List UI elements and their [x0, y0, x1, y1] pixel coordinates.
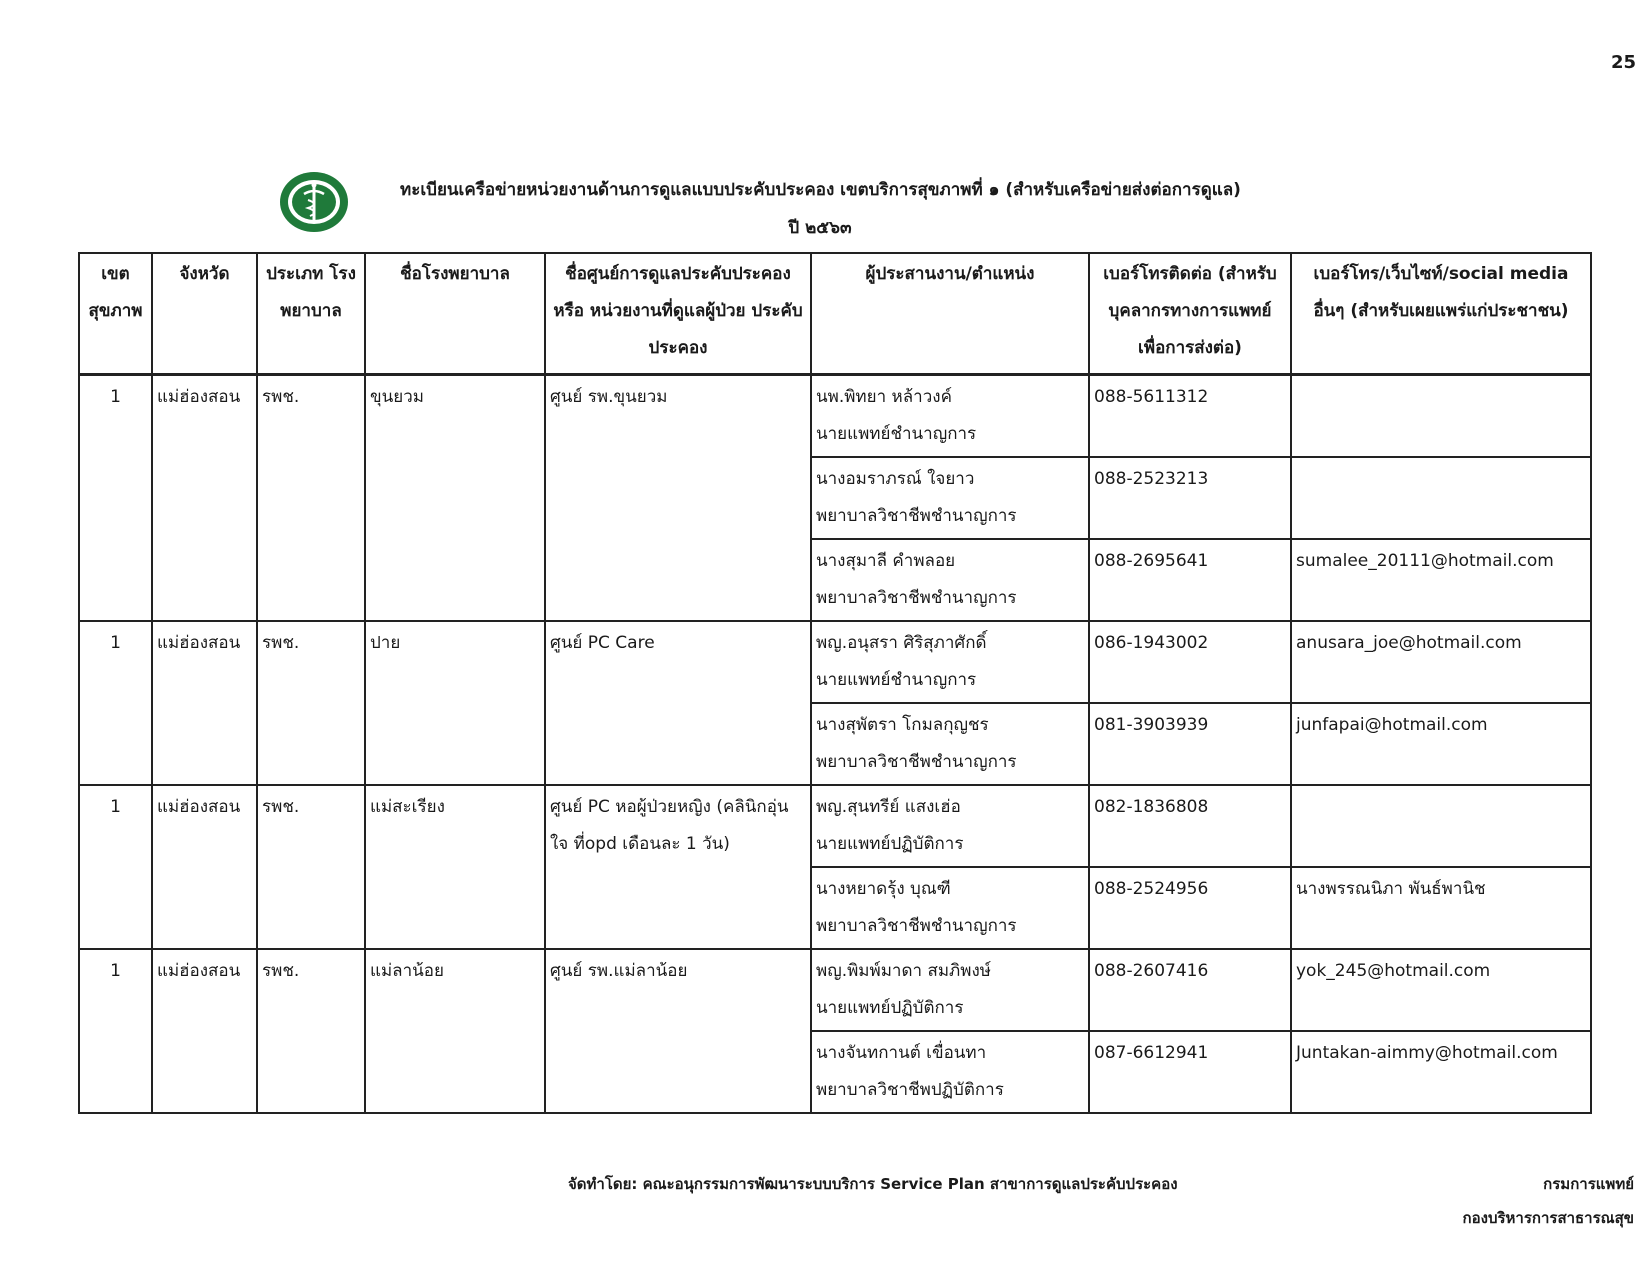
other-contact-cell: junfapai@hotmail.com	[1291, 703, 1591, 785]
table-header-row	[79, 253, 1591, 375]
phone-cell: 088-2523213	[1089, 457, 1291, 539]
hospital-type-cell: รพช.	[257, 621, 365, 785]
contact-position: พยาบาลวิชาชีพชำนาญการ	[816, 588, 1017, 608]
contact-position: นายแพทย์ชำนาญการ	[816, 670, 977, 690]
contact-cell	[811, 949, 1089, 1031]
other-contact-cell	[1291, 785, 1591, 867]
zone-cell: 1	[79, 375, 152, 622]
table-row	[79, 949, 1591, 1031]
province-cell: แม่ฮ่องสอน	[152, 949, 257, 1113]
hospital-type-cell: รพช.	[257, 375, 365, 622]
zone-cell: 1	[79, 785, 152, 949]
page-title: ทะเบียนเครือข่ายหน่วยงานด้านการดูแลแบบประคับประคอง เขตบริการสุขภาพที่ ๑ (สำหรับเครือข่ายส่งต่อการดูแล)	[400, 180, 1241, 200]
column-header: เบอร์โทรติดต่อ (สำหรับ บุคลากรทางการแพทย์ เพื่อการส่งต่อ)	[1089, 253, 1291, 375]
province-cell: แม่ฮ่องสอน	[152, 621, 257, 785]
contact-cell	[811, 1031, 1089, 1113]
contact-position: พยาบาลวิชาชีพปฏิบัติการ	[816, 1080, 1004, 1100]
contact-name: นพ.พิทยา หล้าวงค์	[816, 387, 952, 407]
contact-name: พญ.พิมพ์มาดา สมภิพงษ์	[816, 961, 991, 981]
center-cell: ศูนย์ รพ.ขุนยวม	[545, 375, 811, 622]
contact-position: นายแพทย์ปฏิบัติการ	[816, 834, 964, 854]
footer-prepared-by: จัดทำโดย: คณะอนุกรรมการพัฒนาระบบบริการ Service Plan สาขาการดูแลประคับประคอง	[568, 1175, 1178, 1193]
table-row	[79, 375, 1591, 458]
column-header: เบอร์โทร/เว็บไซท์/social media อื่นๆ (สำหรับเผยแพร่แก่ประชาชน)	[1291, 253, 1591, 375]
hospital-cell: แม่สะเรียง	[365, 785, 545, 949]
other-contact-cell: Juntakan-aimmy@hotmail.com	[1291, 1031, 1591, 1113]
phone-cell: 082-1836808	[1089, 785, 1291, 867]
registry-table	[78, 252, 1592, 1114]
column-header: ผู้ประสานงาน/ตำแหน่ง	[811, 253, 1089, 375]
province-cell: แม่ฮ่องสอน	[152, 375, 257, 622]
contact-cell	[811, 457, 1089, 539]
footer-division: กองบริหารการสาธารณสุข	[1462, 1209, 1634, 1227]
column-header: เขต สุขภาพ	[79, 253, 152, 375]
other-contact-cell	[1291, 375, 1591, 458]
other-contact-cell: นางพรรณนิภา พันธ์พานิช	[1291, 867, 1591, 949]
contact-cell	[811, 539, 1089, 621]
column-header: จังหวัด	[152, 253, 257, 375]
phone-cell: 088-2524956	[1089, 867, 1291, 949]
hospital-cell: ปาย	[365, 621, 545, 785]
column-header: ชื่อโรงพยาบาล	[365, 253, 545, 375]
other-contact-cell	[1291, 457, 1591, 539]
center-cell: ศูนย์ PC Care	[545, 621, 811, 785]
phone-cell: 081-3903939	[1089, 703, 1291, 785]
contact-name: นางจันทกานต์ เขื่อนทา	[816, 1043, 987, 1063]
contact-position: นายแพทย์ปฏิบัติการ	[816, 998, 964, 1018]
other-contact-cell: sumalee_20111@hotmail.com	[1291, 539, 1591, 621]
other-contact-cell: anusara_joe@hotmail.com	[1291, 621, 1591, 703]
phone-cell: 088-2607416	[1089, 949, 1291, 1031]
column-header: ประเภท โรงพยาบาล	[257, 253, 365, 375]
contact-name: พญ.สุนทรีย์ แสงเฮ่อ	[816, 797, 961, 817]
page-year: ปี ๒๕๖๓	[788, 218, 852, 238]
contact-name: พญ.อนุสรา ศิริสุภาศักดิ์	[816, 633, 987, 653]
center-cell: ศูนย์ รพ.แม่ลาน้อย	[545, 949, 811, 1113]
contact-name: นางอมราภรณ์ ใจยาว	[816, 469, 975, 489]
phone-cell: 088-5611312	[1089, 375, 1291, 458]
hospital-type-cell: รพช.	[257, 949, 365, 1113]
footer-department: กรมการแพทย์	[1543, 1175, 1634, 1193]
contact-position: พยาบาลวิชาชีพชำนาญการ	[816, 916, 1017, 936]
center-cell: ศูนย์ PC หอผู้ป่วยหญิง (คลินิกอุ่นใจ ที่opd เดือนละ 1 วัน)	[545, 785, 811, 949]
hospital-type-cell: รพช.	[257, 785, 365, 949]
phone-cell: 088-2695641	[1089, 539, 1291, 621]
page-number: 25	[1610, 52, 1636, 73]
contact-cell	[811, 785, 1089, 867]
contact-position: นายแพทย์ชำนาญการ	[816, 424, 977, 444]
contact-cell	[811, 703, 1089, 785]
contact-position: พยาบาลวิชาชีพชำนาญการ	[816, 752, 1017, 772]
table-row	[79, 785, 1591, 867]
zone-cell: 1	[79, 949, 152, 1113]
ministry-of-public-health-seal-icon	[278, 170, 350, 234]
hospital-cell: ขุนยวม	[365, 375, 545, 622]
contact-name: นางหยาดรุ้ง บุณฑี	[816, 879, 951, 899]
other-contact-cell: yok_245@hotmail.com	[1291, 949, 1591, 1031]
contact-cell	[811, 375, 1089, 458]
province-cell: แม่ฮ่องสอน	[152, 785, 257, 949]
phone-cell: 087-6612941	[1089, 1031, 1291, 1113]
hospital-cell: แม่ลาน้อย	[365, 949, 545, 1113]
column-header: ชื่อศูนย์การดูแลประคับประคอง หรือ หน่วยงานที่ดูแลผู้ป่วย ประคับประคอง	[545, 253, 811, 375]
contact-name: นางสุพัตรา โกมลกุญชร	[816, 715, 989, 735]
contact-position: พยาบาลวิชาชีพชำนาญการ	[816, 506, 1017, 526]
table-row	[79, 621, 1591, 703]
phone-cell: 086-1943002	[1089, 621, 1291, 703]
contact-cell	[811, 867, 1089, 949]
contact-name: นางสุมาลี คำพลอย	[816, 551, 956, 571]
contact-cell	[811, 621, 1089, 703]
zone-cell: 1	[79, 621, 152, 785]
